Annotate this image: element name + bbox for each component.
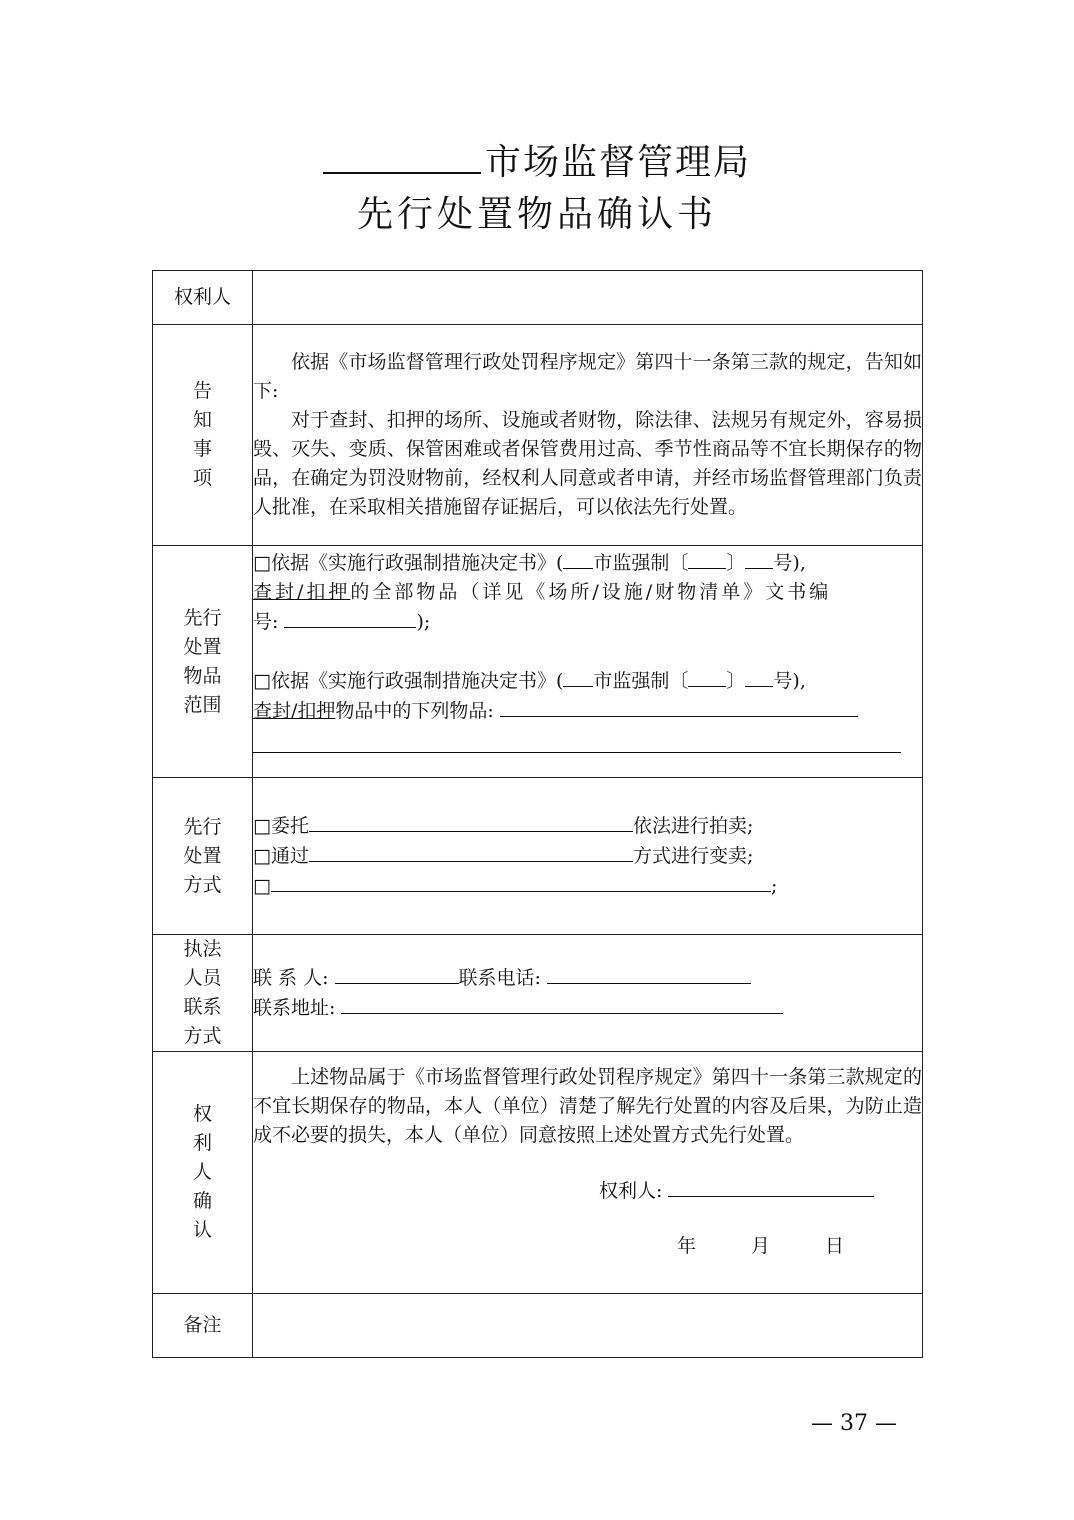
officer-contact-label: 执法 人员 联系 方式 bbox=[153, 935, 253, 1052]
confirmation-paragraph: 上述物品属于《市场监督管理行政处罚程序规定》第四十一条第三款规定的不宜长期保存的物品，本人（单位）清楚了解先行处置的内容及后果，为防止造成不必要的损失，本人（单位）同意按照上述处置方式先行处置。 bbox=[253, 1066, 922, 1146]
signature-field[interactable] bbox=[668, 1176, 874, 1197]
title-agency-suffix: 市场监督管理局 bbox=[484, 142, 751, 183]
other-method-blank[interactable] bbox=[271, 871, 771, 892]
rights-holder-row bbox=[153, 271, 923, 325]
decision-year-blank-2[interactable] bbox=[688, 666, 726, 687]
title-line-2: 先行处置物品确认书 bbox=[356, 194, 717, 235]
checkbox-other-method[interactable]: □ bbox=[253, 875, 271, 897]
sale-method-blank[interactable] bbox=[309, 841, 633, 862]
notice-row bbox=[153, 325, 923, 546]
document-number-blank[interactable] bbox=[284, 607, 416, 628]
contact-address-label: 联系地址: bbox=[253, 997, 336, 1019]
checkbox-sale[interactable]: □ bbox=[253, 845, 271, 867]
notice-label: 告 知 事 项 bbox=[153, 325, 253, 546]
decision-prefix-blank-2[interactable] bbox=[563, 666, 593, 687]
listed-items-blank-continued[interactable] bbox=[253, 726, 901, 753]
method-other: □ ; bbox=[253, 871, 922, 901]
checkbox-all-items[interactable]: □ bbox=[253, 552, 271, 574]
title-line-1 bbox=[0, 134, 1074, 185]
officer-contact-row bbox=[153, 935, 923, 1052]
method-sale: □通过 方式进行变卖; bbox=[253, 841, 922, 871]
notice-content bbox=[253, 325, 923, 546]
notice-paragraph-2: 对于查封、扣押的场所、设施或者财物，除法律、法规另有规定外，容易损毁、灭失、变质、保管困难或者保管费用过高、季节性商品等不宜长期保存的物品，在确定为罚没财物前，经权利人同意或者申请，并经市场监督管理部门负责人批准，在采取相关措施留存证据后，可以依法先行处置。 bbox=[253, 409, 922, 518]
remarks-row bbox=[153, 1294, 923, 1358]
item-scope-content: □依据《实施行政强制措施决定书》( 市监强制〔 〕 号), 查封/扣押的全部物品（详见《场所/设施/财物清单》文书编 号: ); □依据《实施行政强制措施决定书》( 市监强制〔 〕 号), 查封/扣押物品中的下列物品: bbox=[253, 546, 923, 778]
decision-number-blank-1[interactable] bbox=[745, 548, 773, 569]
agency-name-blank bbox=[323, 144, 481, 174]
page-number: — 37 — bbox=[811, 1411, 897, 1436]
item-scope-row bbox=[153, 546, 923, 778]
remarks-label: 备注 bbox=[153, 1294, 253, 1358]
rights-holder-confirmation-row bbox=[153, 1052, 923, 1294]
decision-prefix-blank-1[interactable] bbox=[563, 548, 593, 569]
confirmation-form-table bbox=[152, 270, 923, 1358]
remarks-field[interactable] bbox=[253, 1294, 923, 1358]
checkbox-listed-items[interactable]: □ bbox=[253, 670, 271, 692]
item-scope-label: 先行 处置 物品 范围 bbox=[153, 546, 253, 778]
disposal-method-content bbox=[253, 778, 923, 935]
decision-number-blank-2[interactable] bbox=[745, 666, 773, 687]
listed-items-blank[interactable] bbox=[500, 696, 858, 717]
disposal-method-row bbox=[153, 778, 923, 935]
contact-person-field[interactable] bbox=[335, 963, 459, 984]
scope-option-2: □依据《实施行政强制措施决定书》( 市监强制〔 〕 号), bbox=[253, 666, 922, 696]
contact-phone-field[interactable] bbox=[547, 963, 751, 984]
officer-contact-content bbox=[253, 935, 923, 1052]
confirmation-content bbox=[253, 1052, 923, 1294]
method-auction: □委托 依法进行拍卖; bbox=[253, 811, 922, 841]
auction-agent-blank[interactable] bbox=[309, 811, 633, 832]
signer-label: 权利人: bbox=[599, 1180, 663, 1202]
rights-holder-label: 权利人 bbox=[153, 271, 253, 325]
scope-option-1: □依据《实施行政强制措施决定书》( 市监强制〔 〕 号), bbox=[253, 548, 922, 578]
checkbox-auction[interactable]: □ bbox=[253, 815, 271, 837]
contact-person-label: 联 系 人: bbox=[253, 967, 329, 989]
contact-address-field[interactable] bbox=[341, 993, 783, 1014]
signature-date: 年 月 日 bbox=[677, 1235, 845, 1257]
contact-phone-label: 联系电话: bbox=[458, 967, 541, 989]
rights-holder-field[interactable] bbox=[253, 271, 923, 325]
disposal-method-label: 先行 处置 方式 bbox=[153, 778, 253, 935]
confirmation-label: 权 利 人 确 认 bbox=[153, 1052, 253, 1294]
decision-year-blank-1[interactable] bbox=[688, 548, 726, 569]
notice-paragraph-1: 依据《市场监督管理行政处罚程序规定》第四十一条第三款的规定，告知如下: bbox=[253, 351, 922, 402]
